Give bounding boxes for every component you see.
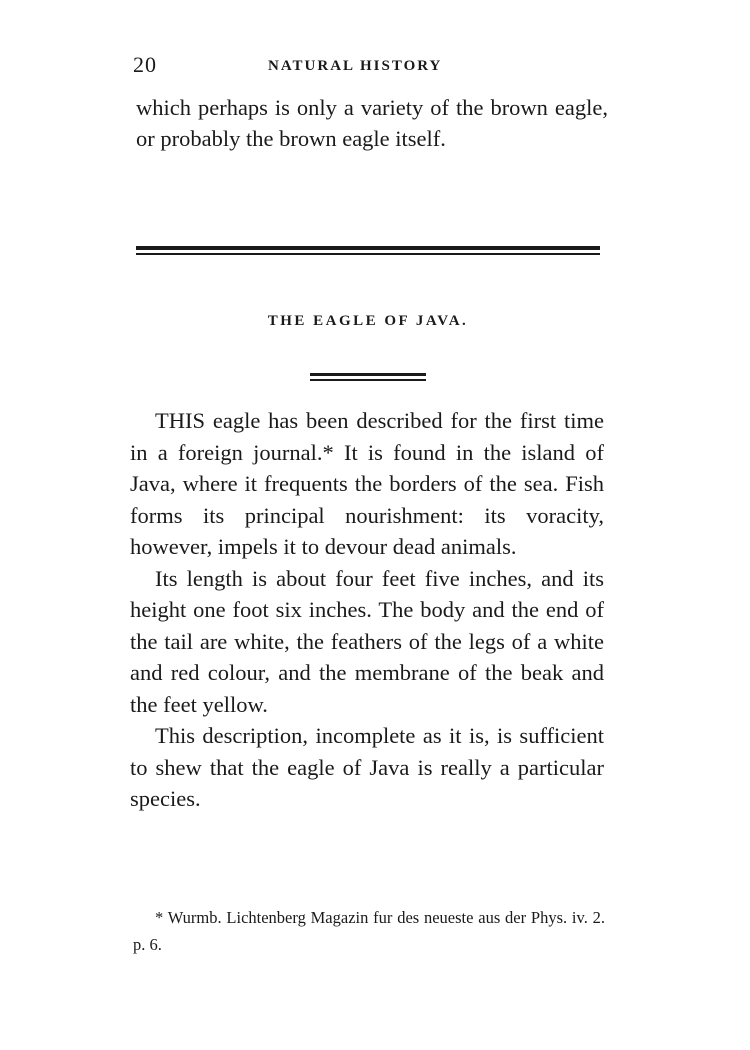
running-head — [133, 52, 603, 78]
continued-paragraph: which perhaps is only a variety of the brown eagle, or probably the brown eagle itself. — [136, 95, 608, 151]
body-paragraph-1: THIS eagle has been described for the first time in a foreign journal.* It is found in the island of Java, where it frequents the borders of the sea. Fish forms its principal nourishment: its voracity, however, impels it to devour dead animals. — [130, 408, 604, 559]
body-paragraph-3: This description, incomplete as it is, is sufficient to shew that the eagle of Java is really a particular species. — [130, 723, 604, 811]
running-title: NATURAL HISTORY — [268, 58, 443, 74]
section-body — [130, 405, 604, 815]
section-title: THE EAGLE OF JAVA. — [267, 313, 469, 329]
section-divider — [136, 246, 600, 258]
page-number: 20 — [133, 52, 157, 77]
title-underline-divider — [310, 373, 426, 382]
footnote: * Wurmb. Lichtenberg Magazin fur des neueste aus der Phys. iv. 2. p. 6. — [133, 908, 605, 954]
body-paragraph-2: Its length is about four feet five inches, and its height one foot six inches. The body and the end of the tail are white, the feathers of the legs of a white and red colour, and the membrane of the beak and the feet yellow. — [130, 565, 604, 717]
